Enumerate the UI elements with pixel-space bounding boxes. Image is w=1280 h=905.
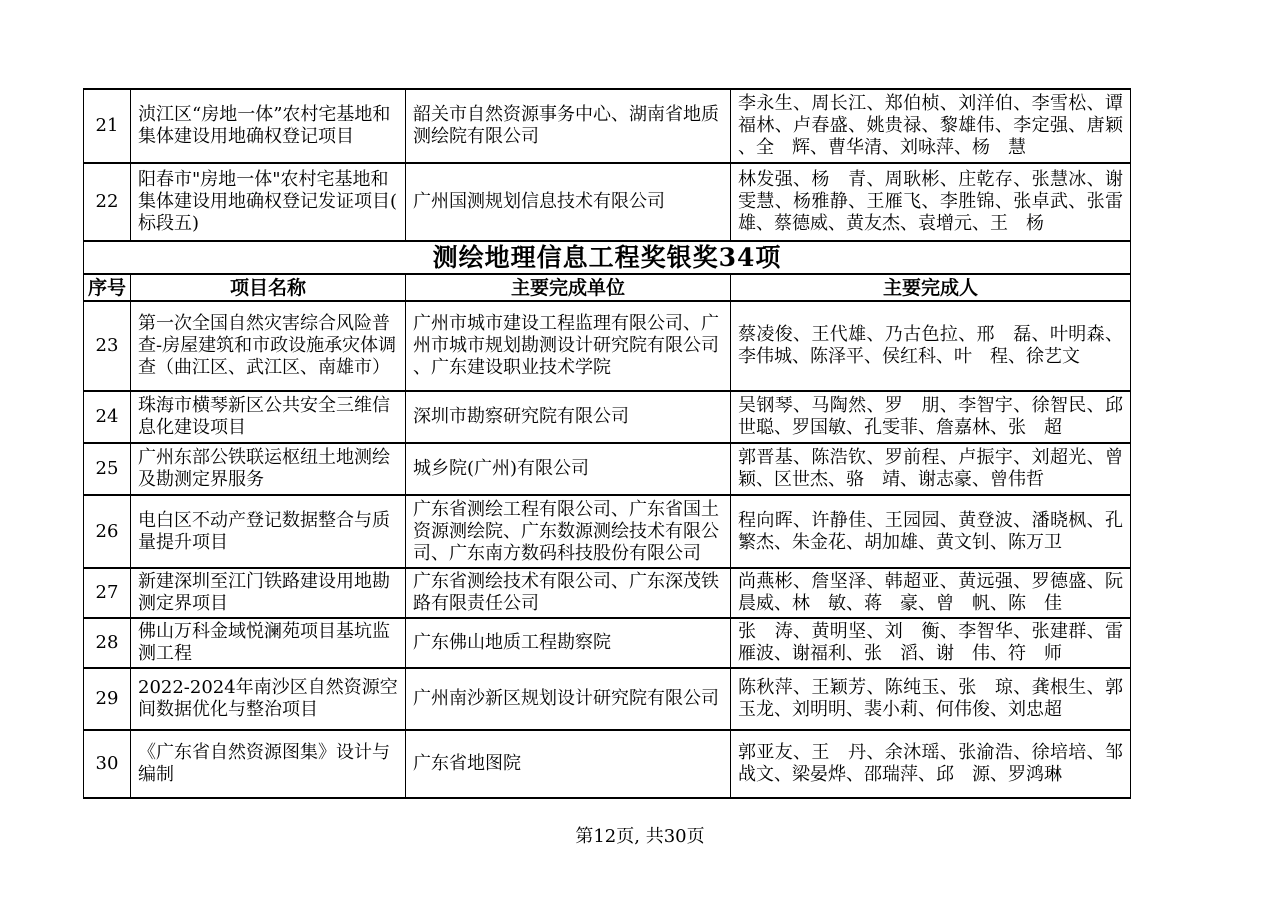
row-number-cell: 30 (84, 730, 131, 798)
project-name-cell: 2022-2024年南沙区自然资源空间数据优化与整治项目 (131, 668, 406, 730)
column-header-number: 序号 (84, 274, 131, 301)
project-name-cell: 珠海市横琴新区公共安全三维信息化建设项目 (131, 391, 406, 443)
contributors-cell: 李永生、周长江、郑伯桢、刘洋伯、李雪松、谭福林、卢春盛、姚贵禄、黎雄伟、李定强、唐颖、全 辉、曹华清、刘咏萍、杨 慧 (731, 89, 1131, 163)
contributors-cell: 郭亚友、王 丹、余沐瑶、张渝浩、徐培培、邹战文、梁晏烨、邵瑞萍、邱 源、罗鸿琳 (731, 730, 1131, 798)
column-header-people: 主要完成人 (731, 274, 1131, 301)
contributors-cell: 吴钢琴、马陶然、罗 朋、李智宇、徐智民、邱世聪、罗国敏、孔雯菲、詹嘉林、张 超 (731, 391, 1131, 443)
column-header-project: 项目名称 (131, 274, 406, 301)
contributors-cell: 陈秋萍、王颖芳、陈纯玉、张 琼、龚根生、郭玉龙、刘明明、裴小莉、何伟俊、刘忠超 (731, 668, 1131, 730)
contributors-cell: 郭晋基、陈浩钦、罗前程、卢振宇、刘超光、曾颖、区世杰、骆 靖、谢志豪、曾伟哲 (731, 443, 1131, 495)
unit-cell: 深圳市勘察研究院有限公司 (406, 391, 731, 443)
row-number-cell: 23 (84, 301, 131, 391)
contributors-cell: 蔡凌俊、王代雄、乃古色拉、邢 磊、叶明森、李伟城、陈泽平、侯红科、叶 程、徐艺文 (731, 301, 1131, 391)
project-name-cell: 浈江区“房地一体”农村宅基地和集体建设用地确权登记项目 (131, 89, 406, 163)
project-name-cell: 《广东省自然资源图集》设计与编制 (131, 730, 406, 798)
unit-cell: 广东佛山地质工程勘察院 (406, 618, 731, 668)
contributors-cell: 张 涛、黄明坚、刘 衡、李智华、张建群、雷雁波、谢福利、张 滔、谢 伟、符 师 (731, 618, 1131, 668)
unit-cell: 城乡院(广州)有限公司 (406, 443, 731, 495)
unit-cell: 广州市城市建设工程监理有限公司、广州市城市规划勘测设计研究院有限公司、广东建设职业技术学院 (406, 301, 731, 391)
section-title: 测绘地理信息工程奖银奖34项 (84, 241, 1131, 274)
page-footer: 第12页, 共30页 (575, 826, 705, 847)
table-row (84, 89, 1131, 163)
row-number-cell: 24 (84, 391, 131, 443)
table-row (84, 668, 1131, 730)
table-row (84, 443, 1131, 495)
table-row (84, 730, 1131, 798)
project-name-cell: 广州东部公铁联运枢纽土地测绘及勘测定界服务 (131, 443, 406, 495)
unit-cell: 广州南沙新区规划设计研究院有限公司 (406, 668, 731, 730)
unit-cell: 广州国测规划信息技术有限公司 (406, 163, 731, 241)
unit-cell: 广东省测绘工程有限公司、广东省国土资源测绘院、广东数源测绘技术有限公司、广东南方数码科技股份有限公司 (406, 495, 731, 568)
contributors-cell: 程向晖、许静佳、王园园、黄登波、潘晓枫、孔繁杰、朱金花、胡加雄、黄文钊、陈万卫 (731, 495, 1131, 568)
project-name-cell: 佛山万科金域悦澜苑项目基坑监测工程 (131, 618, 406, 668)
project-name-cell: 第一次全国自然灾害综合风险普查-房屋建筑和市政设施承灾体调查（曲江区、武江区、南雄市） (131, 301, 406, 391)
awards-table (83, 88, 1131, 799)
project-name-cell: 阳春市"房地一体"农村宅基地和集体建设用地确权登记发证项目(标段五) (131, 163, 406, 241)
unit-cell: 韶关市自然资源事务中心、湖南省地质测绘院有限公司 (406, 89, 731, 163)
contributors-cell: 林发强、杨 青、周耿彬、庄乾存、张慧冰、谢雯慧、杨雅静、王雁飞、李胜锦、张卓武、张雷雄、蔡德威、黄友杰、袁增元、王 杨 (731, 163, 1131, 241)
column-header-unit: 主要完成单位 (406, 274, 731, 301)
table-row (84, 391, 1131, 443)
row-number-cell: 26 (84, 495, 131, 568)
unit-cell: 广东省地图院 (406, 730, 731, 798)
row-number-cell: 25 (84, 443, 131, 495)
unit-cell: 广东省测绘技术有限公司、广东深茂铁路有限责任公司 (406, 568, 731, 618)
row-number-cell: 21 (84, 89, 131, 163)
table-row (84, 568, 1131, 618)
table-row (84, 241, 1131, 274)
contributors-cell: 尚燕彬、詹坚泽、韩超亚、黄远强、罗德盛、阮晨威、林 敏、蒋 豪、曾 帆、陈 佳 (731, 568, 1131, 618)
table-row (84, 301, 1131, 391)
row-number-cell: 29 (84, 668, 131, 730)
table-row (84, 274, 1131, 301)
row-number-cell: 22 (84, 163, 131, 241)
project-name-cell: 新建深圳至江门铁路建设用地勘测定界项目 (131, 568, 406, 618)
row-number-cell: 27 (84, 568, 131, 618)
table-row (84, 618, 1131, 668)
table-row (84, 163, 1131, 241)
project-name-cell: 电白区不动产登记数据整合与质量提升项目 (131, 495, 406, 568)
row-number-cell: 28 (84, 618, 131, 668)
table-row (84, 495, 1131, 568)
